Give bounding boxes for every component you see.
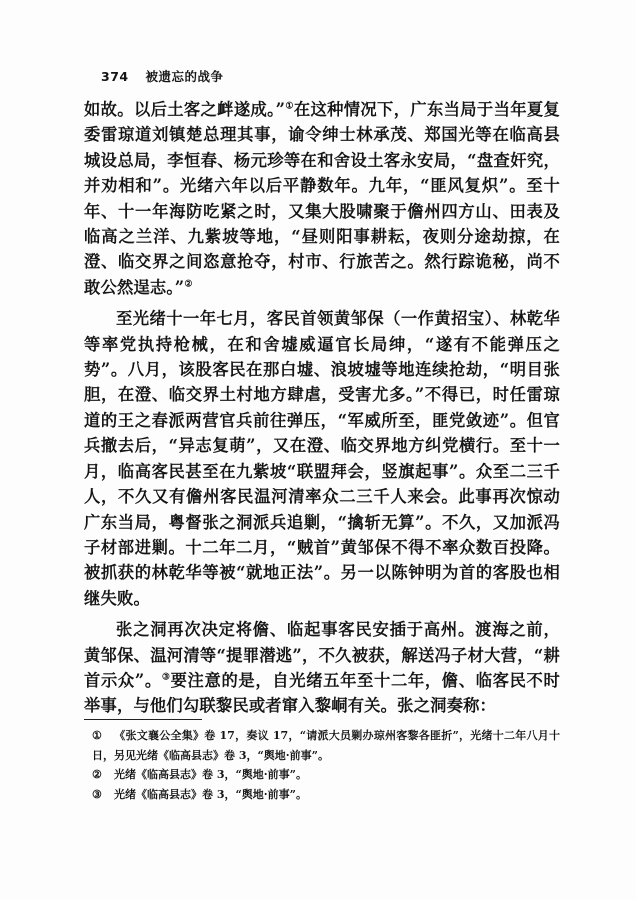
footnote: ② 光绪《临高县志》卷 3，“舆地·前事”。 (92, 765, 560, 785)
footnote-divider (84, 719, 202, 720)
paragraph: 如故。以后土客之衅遂成。”①在这种情况下，广东当局于当年夏复委雷琼道刘镇楚总理其事，谕令绅士林承茂、郑国光等在临高县城设总局，李恒春、杨元珍等在和舍设土客永安局，“盘查奸究，并劝相和”。光绪六年以后平静数年。九年，“匪风复炽”。至十年、十一年海防吃紧之时，又集大股啸聚于儋州四方山、田表及临高之兰洋、九紫坡等地，“昼则阳事耕耘，夜则分途劫掠，在澄、临交界之间恣意抢夺，村市、行旅苦之。然行踪诡秘，尚不敢公然逞志。”② (84, 100, 561, 297)
footnote-mark: ③ (92, 787, 102, 801)
paragraph: 张之洞再次决定将儋、临起事客民安插于高州。渡海之前，黄邹保、温河清等“提罪潜逃”，不久被获，解送冯子材大营，“耕首示众”。③要注意的是，自光绪五年至十二年，儋、临客民不时举事，与他们勾联黎民或者窜入黎峒有关。张之洞奏称： (84, 620, 560, 716)
footnote-mark: ① (92, 729, 102, 742)
book-title: 被遗忘的战争 (145, 69, 224, 84)
footnote: ① 《张文襄公全集》卷 17，奏议 17，“请派大员剿办琼州客黎各匪折”，光绪十二年八月十日，另见光绪《临高县志》卷 3，“舆地·前事”。 (92, 726, 560, 765)
footnote-ref: ① (285, 101, 294, 112)
page-number: 374 (101, 69, 129, 84)
footnote-ref: ② (184, 279, 193, 290)
running-header (101, 67, 223, 85)
paragraph: 至光绪十一年七月，客民首领黄邹保（一作黄招宝）、林乾华等率党执持枪械，在和舍墟威逼官长局绅，“遂有不能弹压之势”。八月，该股客民在那白墟、浪坡墟等地连续抢劫，“明目张胆，在澄、临交界土村地方肆虐，受害尤多。”不得已，时任雷琼道的王之春派两营官兵前往弹压，“军威所至，匪党敛迹”。但官兵撤去后，“异志复萌”，又在澄、临交界地方纠党横行。至十一月，临高客民甚至在九紫坡“联盟拜会，竖旗起事”。众至二三千人，不久又有儋州客民温河清率众二三千人来会。此事再次惊动广东当局，粤督张之洞派兵追剿，“擒斩无算”。不久，又加派冯子材部进剿。十二年二月，“贼首”黄邹保不得不率众数百投降。被抓获的林乾华等被“就地正法”。另一以陈钟明为首的客股也相继失败。 (84, 309, 560, 608)
footnote-ref: ③ (161, 672, 171, 683)
main-text (84, 97, 560, 719)
footnotes (92, 726, 560, 804)
footnote: ③ 光绪《临高县志》卷 3，“舆地·前事”。 (92, 785, 560, 805)
footnote-mark: ② (92, 768, 102, 781)
